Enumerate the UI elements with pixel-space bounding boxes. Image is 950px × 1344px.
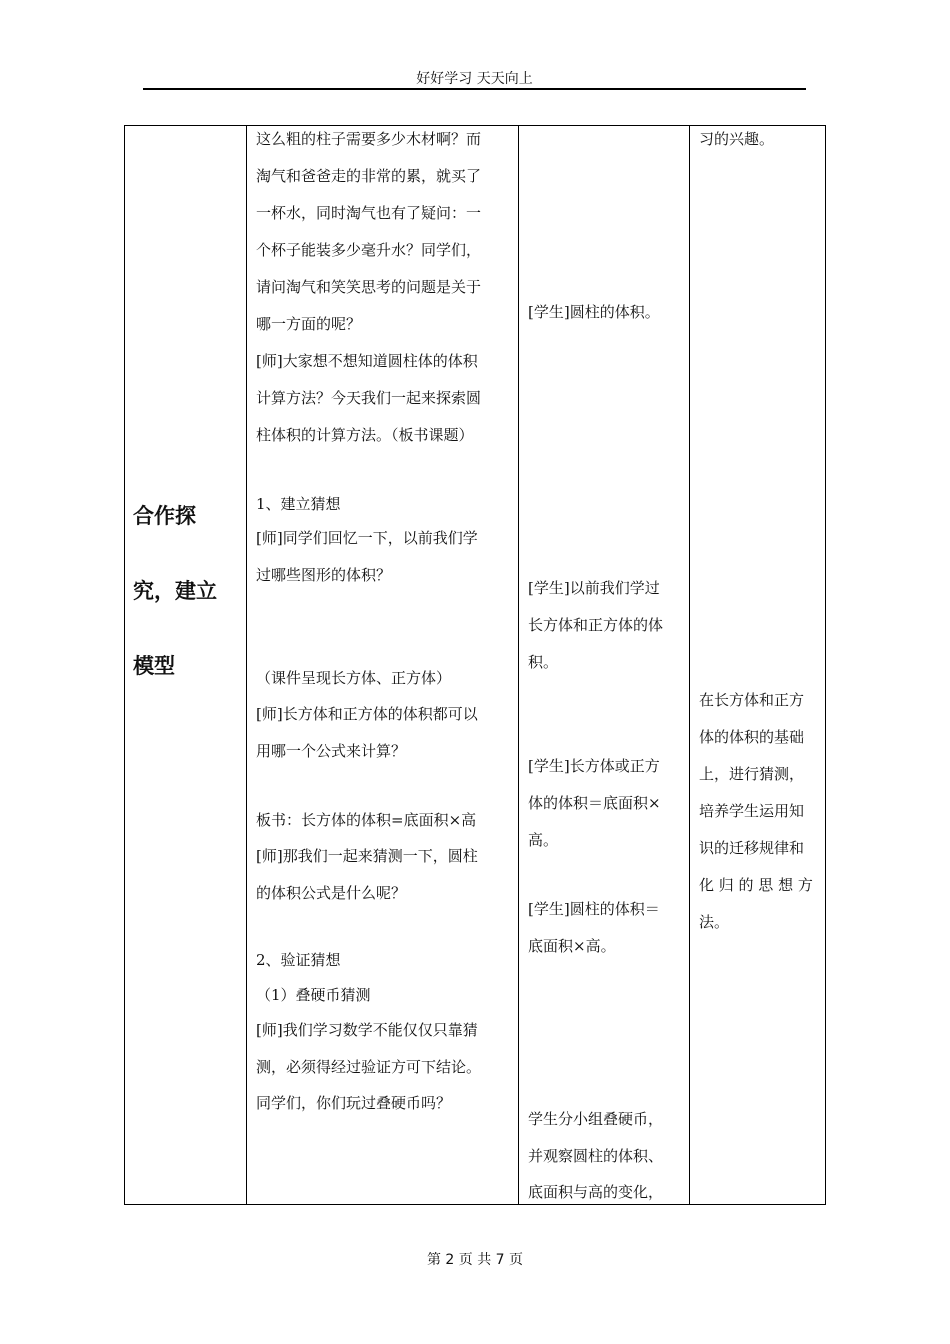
teacher-text-line: 个杯子能装多少毫升水？同学们，: [256, 241, 482, 259]
teacher-text-line: [师]我们学习数学不能仅仅只靠猜: [256, 1021, 478, 1039]
intent-text-line: 法。: [699, 913, 730, 931]
teacher-text-line: 请问淘气和笑笑思考的问题是关于: [256, 278, 482, 296]
student-text-line: 底面积与高的变化，: [528, 1183, 664, 1201]
intent-text-line: 在长方体和正方: [699, 691, 805, 709]
teacher-text-line: 2、验证猜想: [256, 951, 341, 969]
student-text-line: 体的体积＝底面积×: [528, 794, 661, 812]
section-title-line: 究，建立: [133, 579, 217, 603]
teacher-text-line: 一杯水，同时淘气也有了疑问：一: [256, 204, 482, 222]
teacher-text-line: （课件呈现长方体、正方体）: [256, 669, 452, 687]
student-text-line: 并观察圆柱的体积、: [528, 1147, 664, 1165]
intent-text-line: 培养学生运用知: [699, 802, 805, 820]
page-footer: 第 2 页 共 7 页: [426, 1252, 524, 1268]
intent-text-line: 化 归 的 思 想 方: [699, 876, 813, 894]
teacher-text-line: 这么粗的柱子需要多少木材啊？而: [256, 130, 482, 148]
student-text-line: [学生]圆柱的体积＝: [528, 900, 660, 918]
header-rule: [143, 88, 806, 90]
teacher-text-line: 过哪些图形的体积？: [256, 566, 392, 584]
student-text-line: 底面积×高。: [528, 937, 616, 955]
teacher-text-line: （1）叠硬币猜测: [256, 986, 371, 1004]
teacher-text-line: [师]大家想不想知道圆柱体的体积: [256, 352, 478, 370]
teacher-text-line: 用哪一个公式来计算？: [256, 742, 407, 760]
student-text-line: [学生]圆柱的体积。: [528, 303, 660, 321]
teacher-text-line: [师]长方体和正方体的体积都可以: [256, 705, 478, 723]
student-text-line: 长方体和正方体的体: [528, 616, 664, 634]
intent-text-line: 习的兴趣。: [699, 130, 775, 148]
teacher-text-line: 的体积公式是什么呢？: [256, 884, 407, 902]
column-divider: [518, 125, 519, 1205]
page-header: 好好学习 天天向上: [416, 71, 533, 87]
section-title-line: 模型: [133, 654, 175, 678]
intent-text-line: 识的迁移规律和: [699, 839, 805, 857]
teacher-text-line: [师]同学们回忆一下，以前我们学: [256, 529, 478, 547]
student-text-line: 积。: [528, 653, 559, 671]
intent-text-line: 上，进行猜测，: [699, 765, 805, 783]
student-text-line: [学生]长方体或正方: [528, 757, 660, 775]
column-divider: [246, 125, 247, 1205]
student-text-line: 高。: [528, 831, 559, 849]
teacher-text-line: [师]那我们一起来猜测一下，圆柱: [256, 847, 478, 865]
teacher-text-line: 测，必须得经过验证方可下结论。: [256, 1058, 482, 1076]
teacher-text-line: 哪一方面的呢？: [256, 315, 362, 333]
student-text-line: 学生分小组叠硬币，: [528, 1110, 664, 1128]
section-title-line: 合作探: [133, 504, 196, 528]
teacher-text-line: 板书：长方体的体积=底面积×高: [256, 811, 477, 829]
teacher-text-line: 淘气和爸爸走的非常的累，就买了: [256, 167, 482, 185]
teacher-text-line: 柱体积的计算方法。（板书课题）: [256, 426, 474, 444]
intent-text-line: 体的体积的基础: [699, 728, 805, 746]
teacher-text-line: 计算方法？今天我们一起来探索圆: [256, 389, 482, 407]
teacher-text-line: 1、建立猜想: [256, 495, 341, 513]
teacher-text-line: 同学们，你们玩过叠硬币吗？: [256, 1094, 452, 1112]
column-divider: [689, 125, 690, 1205]
student-text-line: [学生]以前我们学过: [528, 579, 660, 597]
